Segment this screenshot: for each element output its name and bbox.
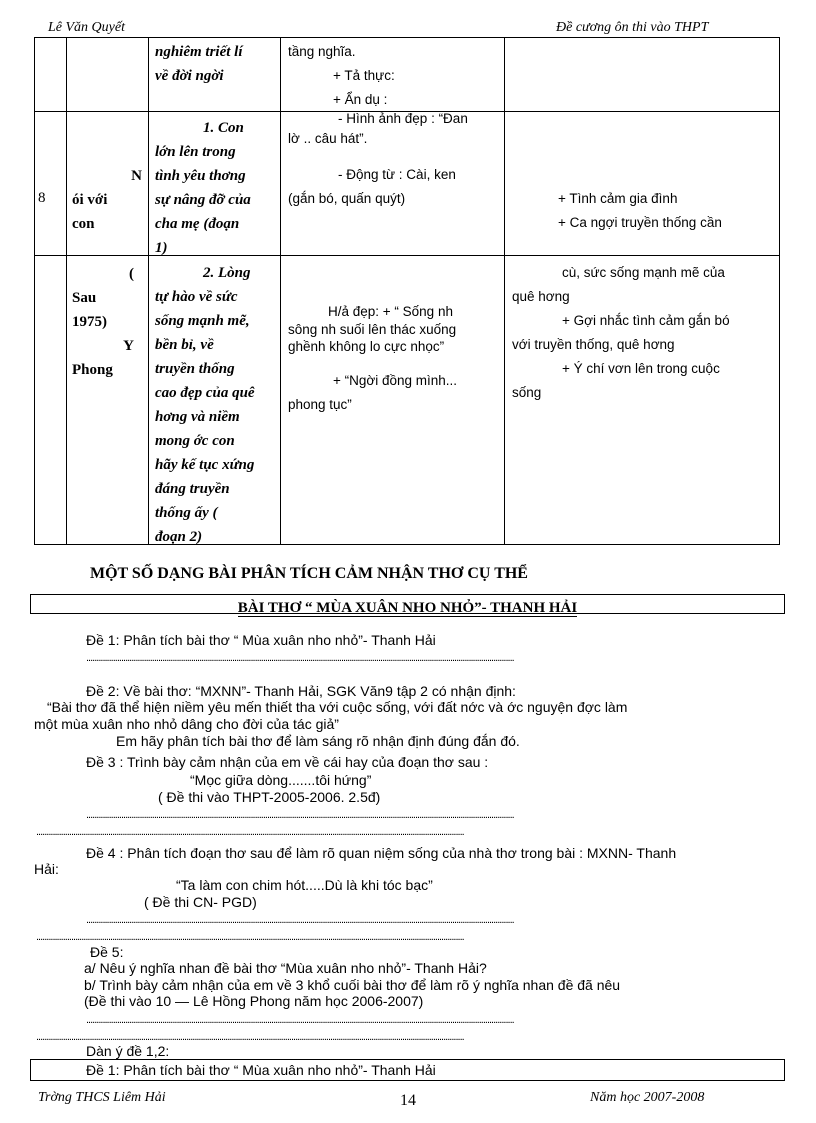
row2-art: H/ả đẹp: + “ Sống nh sông nh suối lên thác xuống ghềnh không lo cực nhọc” + “Ngời đồng mình... phong tục” bbox=[288, 304, 458, 412]
de2-task: Em hãy phân tích bài thơ để làm sáng rõ nhận định đúng đắn đó. bbox=[116, 733, 520, 749]
de3-source: ( Đề thi vào THPT-2005-2006. 2.5đ) bbox=[158, 789, 381, 805]
de2-quote1: “Bài thơ đã thể hiện niềm yêu mến thiết tha với cuộc sống, với đất nớc và ớc nguyện đợc làm bbox=[47, 699, 628, 715]
boxed-de1: Đề 1: Phân tích bài thơ “ Mùa xuân nho nhỏ”- Thanh Hải bbox=[30, 1059, 785, 1081]
outline-label: Dàn ý đề 1,2: bbox=[86, 1043, 170, 1059]
section-title: MỘT SỐ DẠNG BÀI PHÂN TÍCH CẢM NHẬN THƠ CỤ THỂ bbox=[90, 565, 528, 582]
poem-banner: BÀI THƠ “ MÙA XUÂN NHO NHỎ”- THANH HẢI bbox=[30, 594, 785, 614]
header-rule bbox=[34, 37, 780, 38]
de4-intro2: Hải: bbox=[34, 861, 59, 877]
dots-2: ................................................................................................................................................................................................................ bbox=[86, 809, 514, 821]
header-author: Lê Văn Quyết bbox=[48, 20, 125, 35]
row2-work: ( Sau 1975) Y Phong bbox=[72, 266, 134, 378]
dots-5: ................................................................................................................................................................................................................ bbox=[36, 931, 464, 943]
de4-source: ( Đề thi CN- PGD) bbox=[144, 894, 257, 910]
de4-intro: Đề 4 : Phân tích đoạn thơ sau để làm rõ quan niệm sống của nhà thơ trong bài : MXNN- Thanh bbox=[86, 845, 677, 861]
de5-source: (Đề thi vào 10 — Lê Hồng Phong năm học 2006-2007) bbox=[84, 993, 424, 1009]
de3-quote: “Mọc giữa dòng.......tôi hứng” bbox=[190, 772, 372, 788]
dots-4: ................................................................................................................................................................................................................ bbox=[86, 914, 514, 926]
row2-meaning: cù, sức sống mạnh mẽ của quê hơng + Gợi nhắc tình cảm gắn bó với truyền thống, quê hơng + Ý chí vơn lên trong cuộc sống bbox=[512, 265, 730, 400]
de2-quote2: một mùa xuân nho nhỏ dâng cho đời của tác giả” bbox=[34, 716, 339, 732]
page-number: 14 bbox=[400, 1092, 416, 1109]
dots-7: ................................................................................................................................................................................................................ bbox=[36, 1031, 464, 1043]
row1-content: 1. Con lớn lên trong tình yêu thơng sự nâng đỡ của cha mẹ (đoạn 1) bbox=[155, 120, 251, 256]
row1-art: - Hình ảnh đẹp : “Đan lờ .. câu hát”. - Động từ : Cài, ken (gắn bó, quấn quýt) bbox=[288, 111, 468, 206]
footer-school: Trờng THCS Liêm Hải bbox=[38, 1090, 166, 1105]
de5-label: Đề 5: bbox=[90, 944, 124, 960]
de4-quote: “Ta làm con chim hót.....Dù là khi tóc bạc” bbox=[176, 877, 433, 893]
footer-year: Năm học 2007-2008 bbox=[590, 1090, 705, 1105]
dots-6: ................................................................................................................................................................................................................ bbox=[86, 1014, 514, 1026]
de5-a: a/ Nêu ý nghĩa nhan đề bài thơ “Mùa xuân nho nhỏ”- Thanh Hải? bbox=[84, 960, 487, 976]
row1-meaning: + Tình cảm gia đình + Ca ngợi truyền thống cần bbox=[558, 191, 722, 230]
dots-3: ................................................................................................................................................................................................................ bbox=[36, 826, 464, 838]
de3-intro: Đề 3 : Trình bày cảm nhận của em về cái hay của đoạn thơ sau : bbox=[86, 754, 489, 770]
row0-art: tầng nghĩa. + Tả thực: + Ẩn dụ : bbox=[288, 44, 395, 107]
dots-1: ................................................................................................................................................................................................................ bbox=[86, 652, 514, 664]
row2-content: 2. Lòng tự hào về sức sống mạnh mẽ, bền bỉ, về truyền thống cao đẹp của quê hơng và niềm mong ớc con hãy kế tục xứng đáng truyền thống ấy ( đoạn 2) bbox=[155, 265, 255, 545]
header-subject: Đề cương ôn thi vào THPT bbox=[556, 20, 709, 35]
de2-intro: Đề 2: Về bài thơ: “MXNN”- Thanh Hải, SGK Văn9 tập 2 có nhận định: bbox=[86, 683, 516, 699]
de1: Đề 1: Phân tích bài thơ “ Mùa xuân nho nhỏ”- Thanh Hải bbox=[86, 632, 436, 648]
de5-b: b/ Trình bày cảm nhận của em về 3 khổ cuối bài thơ để làm rõ ý nghĩa nhan đề đã nêu bbox=[84, 977, 621, 993]
row1-number: 8 bbox=[38, 190, 46, 206]
row1-work: N ói với con bbox=[72, 168, 142, 232]
row0-content: nghiêm triết lí về đời ngời bbox=[155, 44, 243, 84]
